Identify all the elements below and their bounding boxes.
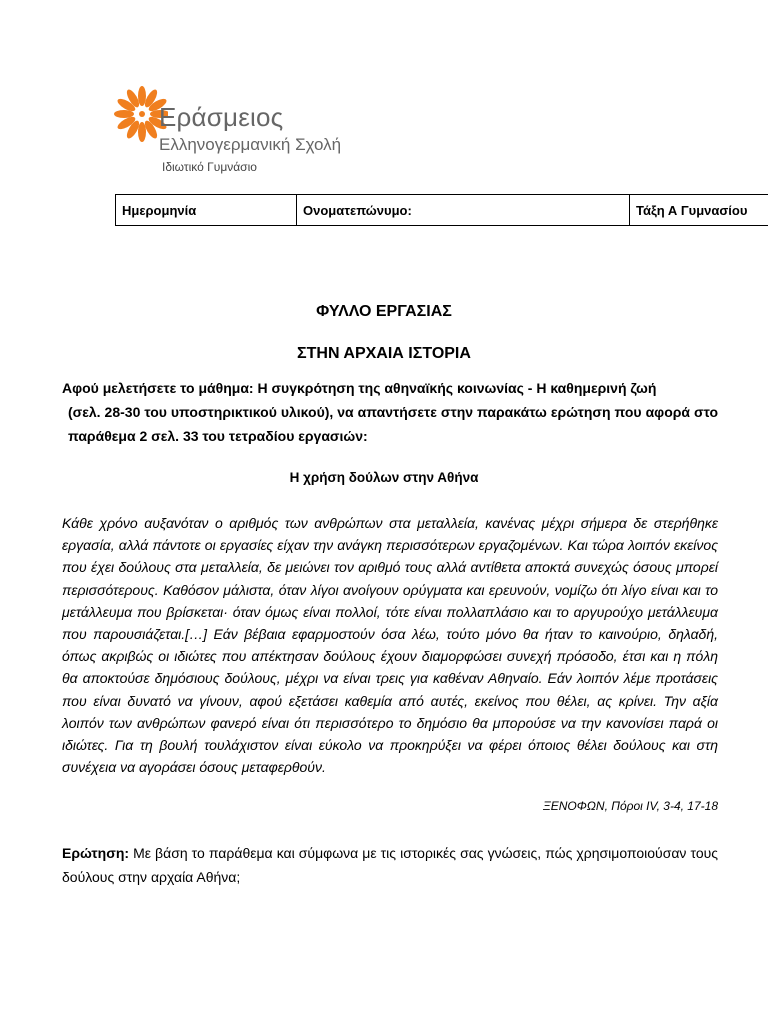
student-info-table [115, 194, 768, 226]
logo-school-subtitle: Ελληνογερμανική Σχολή [159, 135, 342, 154]
school-logo [112, 84, 352, 180]
class-label: Τάξη Α Γυμνασίου [636, 202, 748, 218]
name-cell[interactable] [297, 195, 630, 226]
instructions-line-2: (σελ. 28-30 του υποστηρικτικού υλικού), να απαντήσετε στην παρακάτω ερώτηση που αφορά στο παράθεμα 2 σελ. 33 του τετραδίου εργασιών: [68, 404, 718, 444]
passage-text: Κάθε χρόνο αυξανόταν ο αριθμός των ανθρώπων στα μεταλλεία, κανένας μέχρι σήμερα δε στερήθηκε εργασία, αλλά πάντοτε οι εργασίες είχαν την ανάγκη περισσότερων εργαζομένων. Και τώρα λοιπόν εκείνος που έχει δούλους στα μεταλλεία, δε μειώνει τον αριθμό τους αλλά αντίθετα αποκτά συνεχώς όσους μπορεί περισσότερους. Καθόσον μάλιστα, όταν λίγοι ανοίγουν ορύγματα και ερευνούν, νομίζω ότι λίγο είναι και το μετάλλευμα που βρίσκεται· όταν όμως είναι πολλοί, τότε είναι πολλαπλάσιο και το αργυρούχο μετάλλευμα που παρουσιάζεται.[…] Εάν βέβαια εφαρμοστούν όσα λέω, τούτο μόνο θα ήταν το καινούριο, δηλαδή, όπως ακριβώς οι ιδιώτες που απέκτησαν δούλους έχουν διαμορφώσει συνεχή πρόσοδο, έτσι και η πόλη θα αποκτούσε δημόσιους δούλους, μέχρι να είναι τρεις για καθέναν Αθηναίο. Εάν λοιπόν λέμε προτάσεις που είναι δυνατό να γίνουν, αφού εξετάσει καθεμία από αυτές, εκείνος που θέλει, ας κρίνει. Την αξία λοιπόν των ανθρώπων φανερό είναι ότι περισσότερο το δημόσιο θα μπορούσε να την κανονίσει παρά οι ιδιώτες. Για τη βουλή τουλάχιστον είναι εύκολο να προκηρύξει να φέρει όποιος θέλει δούλους και στη συνέχεια να αγοράσει όσους μεταφερθούν. [62, 515, 718, 776]
logo-school-name: Εράσμειος [159, 102, 284, 132]
worksheet-subject: ΣΤΗΝ ΑΡΧΑΙΑ ΙΣΤΟΡΙΑ [297, 345, 471, 362]
class-cell [630, 195, 768, 226]
passage-title: Η χρήση δούλων στην Αθήνα [289, 470, 479, 485]
instructions-line-1: Αφού μελετήσετε το μάθημα: Η συγκρότηση της αθηναϊκής κοινωνίας - Η καθημερινή ζωή [62, 380, 657, 396]
question [62, 841, 718, 889]
worksheet-title: ΦΥΛΛΟ ΕΡΓΑΣΙΑΣ [316, 303, 452, 320]
date-label: Ημερομηνία [122, 202, 197, 218]
instructions [62, 376, 718, 448]
date-cell[interactable] [116, 195, 297, 226]
passage-source: ΞΕΝΟΦΩΝ, Πόροι IV, 3-4, 17-18 [542, 799, 718, 813]
name-label: Ονοματεπώνυμο: [303, 202, 412, 218]
question-text: Με βάση το παράθεμα και σύμφωνα με τις ιστορικές σας γνώσεις, πώς χρησιμοποιούσαν τους δούλους στην αρχαία Αθήνα; [62, 845, 719, 885]
question-label: Ερώτηση: [62, 845, 130, 861]
logo-school-level: Ιδιωτικό Γυμνάσιο [162, 160, 257, 174]
